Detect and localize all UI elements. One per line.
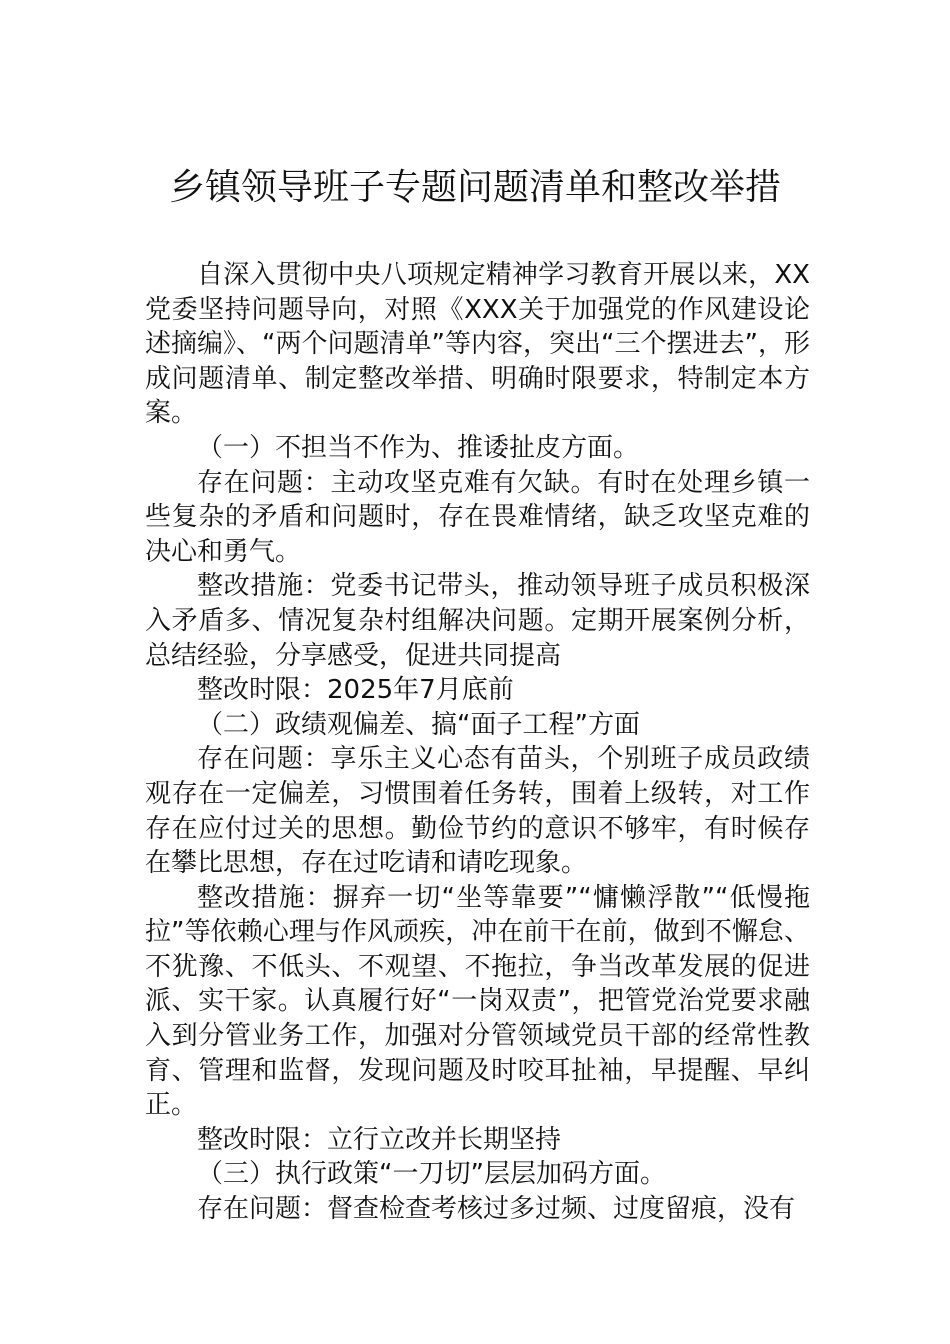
deadline-paragraph-1: 整改时限：2025年7月底前: [197, 675, 514, 706]
section-heading-3: （三）执行政策“一刀切”层层加码方面。: [197, 1159, 666, 1190]
measure-paragraph-1: 整改措施：党委书记带头，推动领导班子成员积极深入矛盾多、情况复杂村组解决问题。定期开展案例分析，总结经验，分享感受，促进共同提高: [145, 571, 810, 671]
deadline-paragraph-2: 整改时限：立行立改并长期坚持: [197, 1124, 562, 1155]
document-body: [145, 258, 810, 1227]
problem-paragraph-3: 存在问题：督查检查考核过多过频、过度留痕，没有: [197, 1194, 796, 1225]
measure-paragraph-2: 整改措施：摒弃一切“坐等靠要”“慵懒浮散”“低慢拖拉”等依赖心理与作风顽疾，冲在前干在前，做到不懈怠、不犹豫、不低头、不观望、不拖拉，争当改革发展的促进派、实干家。认真履行好“一岗双责”，把管党治党要求融入到分管业务工作，加强对分管领域党员干部的经常性教育、管理和监督，发现问题及时咬耳扯袖，早提醒、早纠正。: [145, 882, 810, 1121]
problem-paragraph-2: 存在问题：享乐主义心态有苗头，个别班子成员政绩观存在一定偏差，习惯围着任务转，围着上级转，对工作存在应付过关的思想。勤俭节约的意识不够牢，有时候存在攀比思想，存在过吃请和请吃现象。: [145, 744, 810, 879]
problem-paragraph-1: 存在问题：主动攻坚克难有欠缺。有时在处理乡镇一些复杂的矛盾和问题时，存在畏难情绪，缺乏攻坚克难的决心和勇气。: [145, 467, 810, 567]
document-title: 乡镇领导班子专题问题清单和整改举措: [168, 167, 781, 208]
section-heading-1: （一）不担当不作为、推诿扯皮方面。: [197, 432, 640, 463]
intro-paragraph: 自深入贯彻中央八项规定精神学习教育开展以来，XX党委坚持问题导向，对照《XXX关于加强党的作风建设论述摘编》、“两个问题清单”等内容，突出“三个摆进去”，形成问题清单、制定整改举措、明确时限要求，特制定本方案。: [145, 260, 810, 429]
section-heading-2: （二）政绩观偏差、搞“面子工程”方面: [197, 709, 640, 740]
